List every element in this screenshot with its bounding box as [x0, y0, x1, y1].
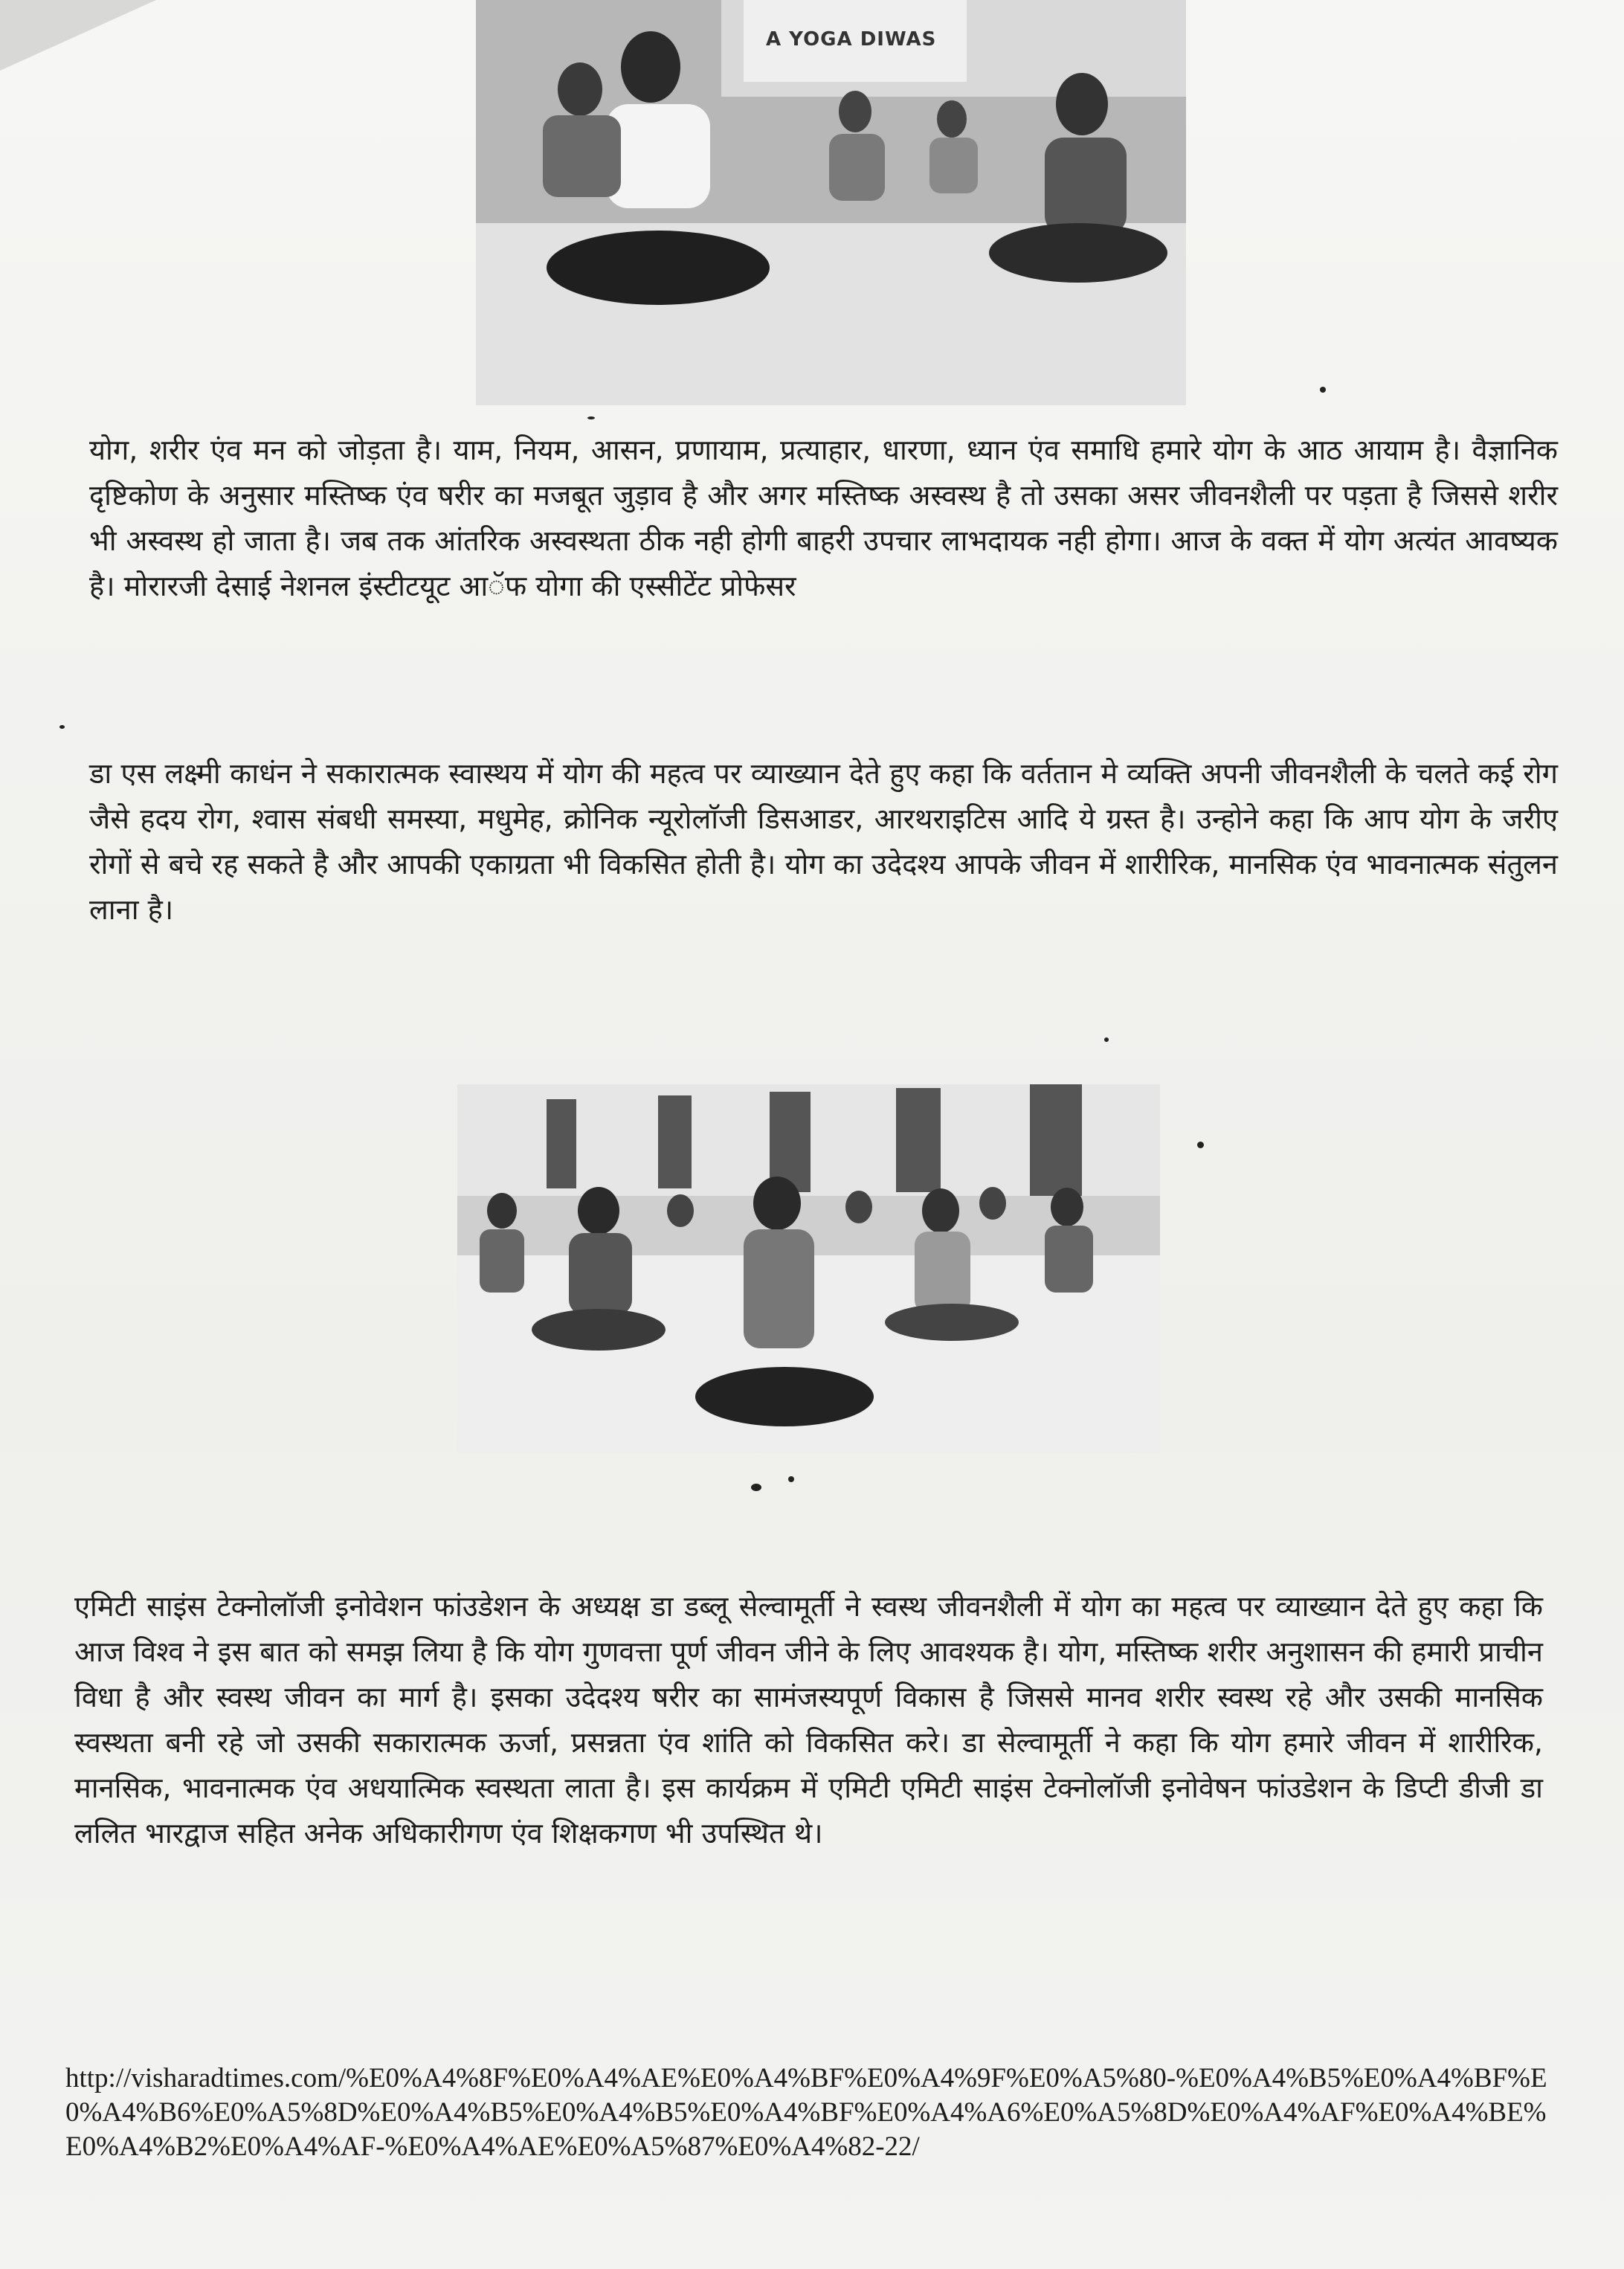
- scan-speck: [1104, 1037, 1109, 1042]
- paragraph-selvamurthy-speech: एमिटी साइंस टेक्नोलाॅजी इनोवेशन फांउडेशन के अध्यक्ष डा डब्लू सेल्वामूर्ती ने स्वस्थ जीवनशैली में योग का महत्व पर व्याख्यान देते हुए कहा कि आज विश्व ने इस बात को समझ लिया है कि योग गुणवत्ता पूर्ण जीवन जीने के लिए आवश्यक है। योग, मस्तिष्क शरीर अनुशासन की हमारी प्राचीन विधा है और स्वस्थ जीवन का मार्ग है। इसका उदेदश्य षरीर का सामंजस्यपूर्ण विकास है जिससे मानव शरीर स्वस्थ रहे और उसकी मानसिक स्वस्थता बनी रहे जो उसकी सकारात्मक ऊर्जा, प्रसन्नता एंव शांति को विकसित करे। डा सेल्वामूर्ती ने कहा कि योग हमारे जीवन में शारीरिक, मानसिक, भावनात्मक एंव अधयात्मिक स्वस्थता लाता है। इस कार्यक्रम में एमिटी एमिटी साइंस टेक्नोलाॅजी इनोवेषन फांउडेशन के डिप्टी डीजी डा ललित भारद्वाज सहित अनेक अधिकारीगण एंव शिक्षकगण भी उपस्थित थे।: [74, 1590, 1543, 1850]
- paragraph-lakshmi-speech: डा एस लक्ष्मी काधंन ने सकारात्मक स्वास्थय में योग की महत्व पर व्याख्यान देते हुए कहा कि वर्ततान मे व्यक्ति अपनी जीवनशैली के चलते कई रोग जैसे हदय रोग, श्वास संबधी समस्या, मधुमेह, क्रोनिक न्यूरोलाॅजी डिसआडर, आरथराइटिस आदि ये ग्रस्त है। उन्होने कहा कि आप योग के जरीए रोगों से बचे रह सकते है और आपकी एकाग्रता भी विकसित होती है। योग का उदेदश्य आपके जीवन में शारीरिक, मानसिक एंव भावनात्मक संतुलन लाना है।: [89, 757, 1558, 926]
- yoga-session-photo-1: [476, 0, 1186, 405]
- scan-speck: [788, 1476, 794, 1482]
- page-corner-fold: [0, 0, 156, 71]
- scan-speck: [59, 725, 65, 729]
- photo-2-illustration: [457, 1084, 1160, 1452]
- scan-speck: [587, 416, 595, 419]
- scan-speck: [1197, 1142, 1204, 1148]
- photo-1-illustration: [476, 0, 1186, 405]
- scan-speck: [751, 1484, 761, 1491]
- scan-speck: [1320, 387, 1326, 393]
- yoga-session-photo-2: [457, 1084, 1160, 1452]
- photo-banner-text: A YOGA DIWAS: [766, 28, 937, 51]
- paragraph-yoga-dimensions: योग, शरीर एंव मन को जोड़ता है। याम, नियम, आसन, प्रणायाम, प्रत्याहार, धारणा, ध्यान एंव समाधि हमारे योग के आठ आयाम है। वैज्ञानिक दृष्टिकोण के अनुसार मस्तिष्क एंव षरीर का मजबूत जुड़ाव है और अगर मस्तिष्क अस्वस्थ है तो उसका असर जीवनशैली पर पड़ता है जिससे शरीर भी अस्वस्थ हो जाता है। जब तक आंतरिक अस्वस्थता ठीक नही होगी बाहरी उपचार लाभदायक नही होगा। आज के वक्त में योग अत्यंत आवष्यक है। मोरारजी देसाई नेशनल इंस्टीटयूट आॅफ योगा की एस्सीटेंट प्रोफेसर: [89, 434, 1558, 602]
- source-url: http://visharadtimes.com/%E0%A4%8F%E0%A4%AE%E0%A4%BF%E0%A4%9F%E0%A5%80-%E0%A4%B5%E0%A4%BF%E0%A4%B6%E0%A5%8D%E0%A4%B5%E0%A4%B5%E0%A4%BF%E0%A4%A6%E0%A5%8D%E0%A4%AF%E0%A4%BE%E0%A4%B2%E0%A4%AF-%E0%A4%AE%E0%A5%87%E0%A4%82-22/: [65, 2063, 1547, 2162]
